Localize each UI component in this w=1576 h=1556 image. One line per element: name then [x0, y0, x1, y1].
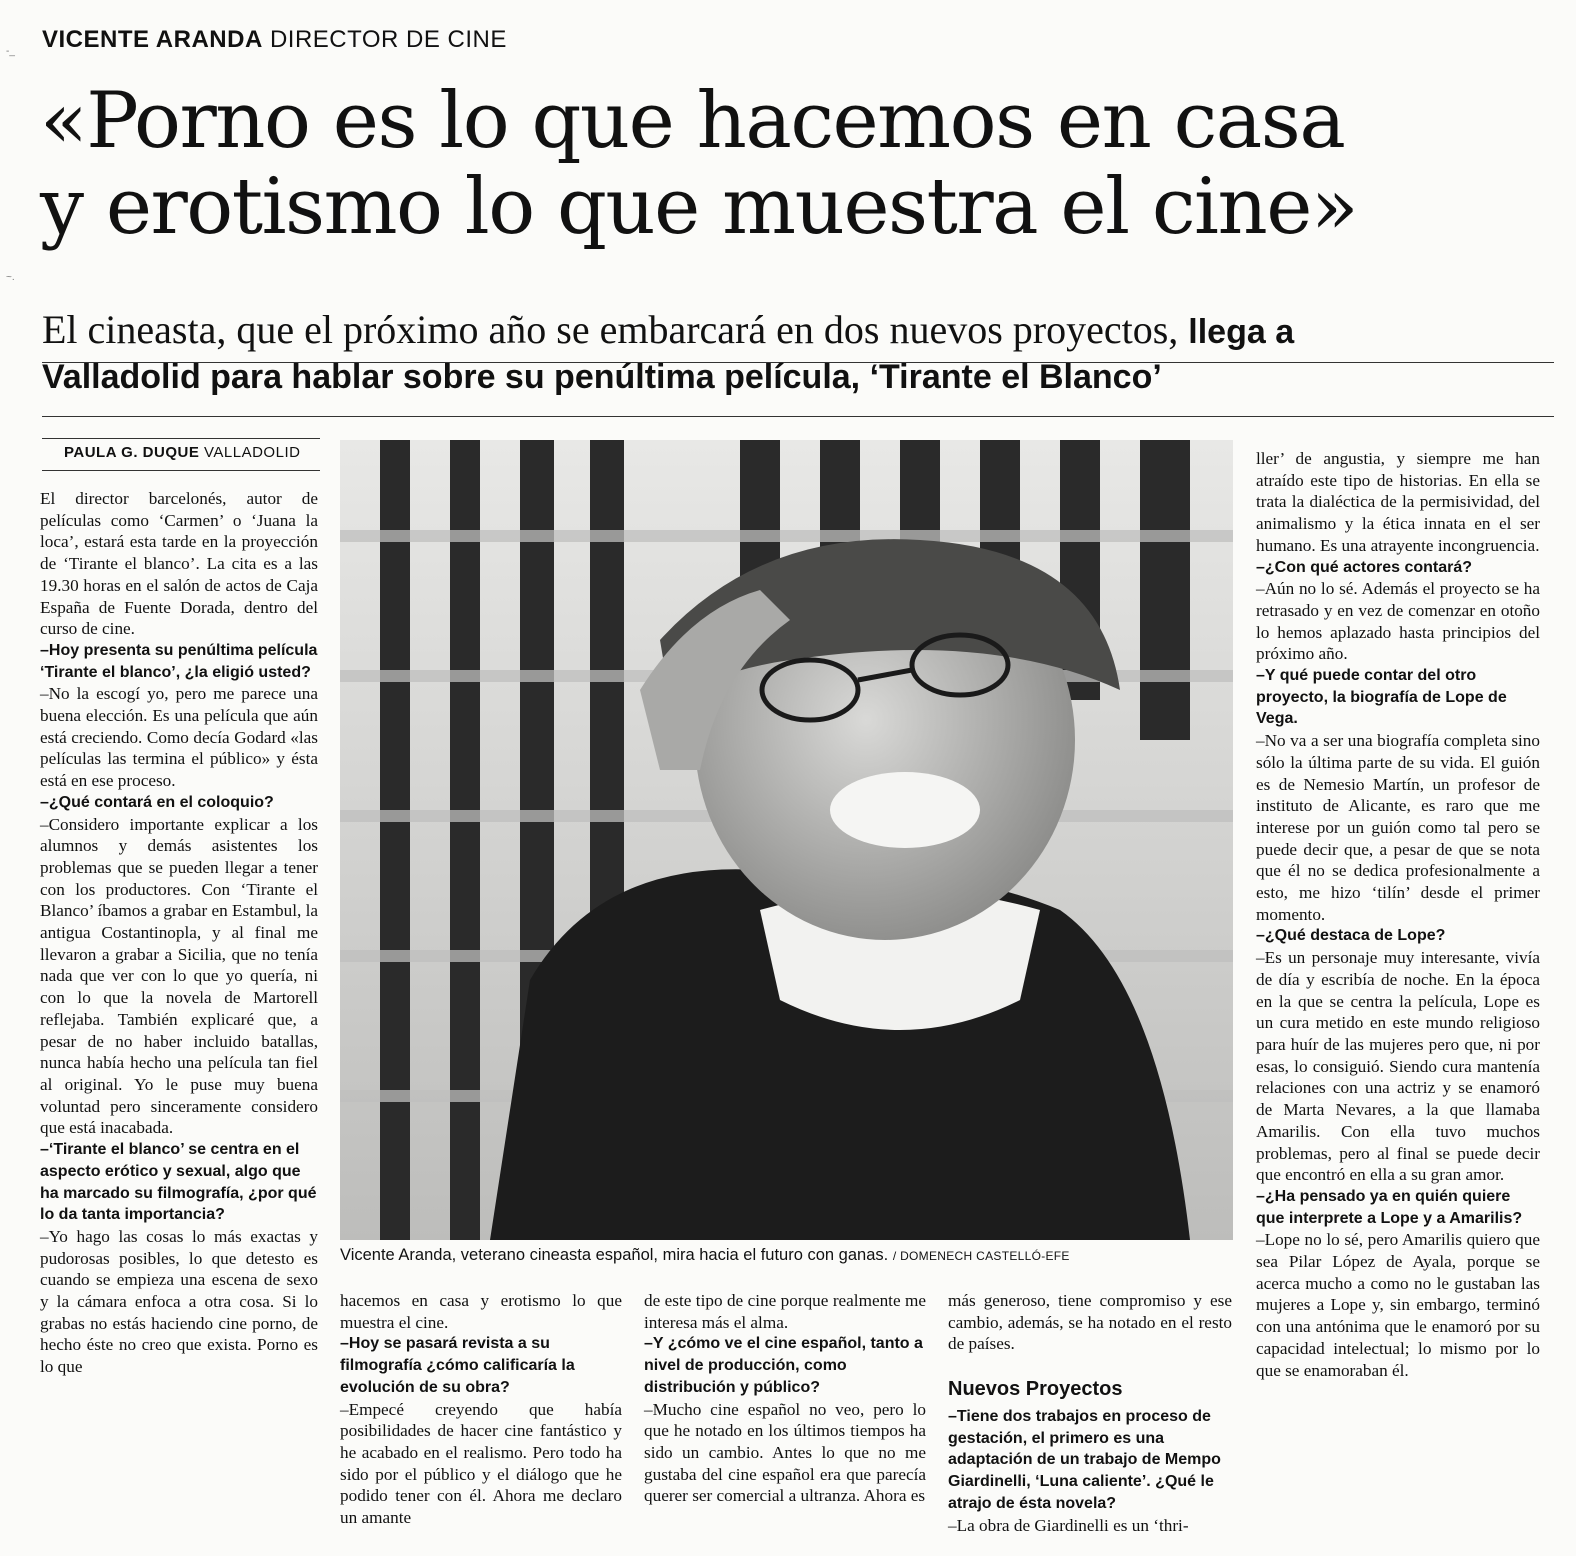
question-paragraph: –¿Qué destaca de Lope? [1256, 927, 1446, 945]
text-column-4-lower [948, 1406, 1232, 1536]
body-paragraph: –Aún no lo sé. Además el proyecto se ha retrasado y en vez de comenzar en otoño lo hemos aplazado hasta principios del próximo año. [1256, 579, 1540, 664]
body-paragraph: más generoso, tiene compromiso y ese cambio, además, se ha notado en el resto de países. [948, 1291, 1232, 1354]
body-paragraph: –Es un personaje muy interesante, vivía de día y escribía de noche. En la época en la que se centra la película, Lope es un cura metido en este mundo religioso para huír de las mujeres pero que, ni por esas, lo consiguió. Siendo cura mantenía relaciones con una actriz y se enamoró de Marta Nevares, a la que llamaba Amarilis. Con ella tuvo muchos problemas, pero al final se puede decir que encontró en ella a su gran amor. [1256, 948, 1540, 1185]
byline-rule-top [42, 438, 320, 439]
question-paragraph: –Hoy se pasará revista a su filmografía ¿cómo calificaría la evolución de su obra? [340, 1335, 575, 1396]
body-paragraph: –Yo hago las cosas lo más exactas y pudorosas posibles, lo que detesto es cuando se empieza una escena de sexo y la cámara enfoca a otra cosa. Si lo grabas no estás haciendo cine porno, de hecho éste no creo que exista. Porno es lo que [40, 1226, 318, 1377]
byline-rule-bottom [42, 470, 320, 471]
headline-line-1: «Porno es lo que hacemos en casa [40, 76, 1345, 166]
caption-text: Vicente Aranda, veterano cineasta español, mira hacia el futuro con ganas. [340, 1246, 889, 1264]
body-paragraph: –Lope no lo sé, pero Amarilis quiero que sea Pilar López de Ayala, porque se acerca mucho a como no le gustaban las mujeres a Lope y, sin embargo, terminó con una antónima que le enamoró por su capacidad intelectual; lo mismo por lo que se enamoraban él. [1256, 1230, 1540, 1380]
subhead-nuevos-proyectos: Nuevos Proyectos [948, 1378, 1123, 1400]
margin-mark: ~. [6, 272, 15, 283]
body-paragraph: –Considero importante explicar a los alumnos y demás asistentes los problemas que se pueden llegar a tener con los productores. Con ‘Tirante el Blanco’ íbamos a grabar en Estambul, la antigua Costantinopla, y al final me llevaron a grabar a Sicilia, que no tenía nada que ver con lo que yo quería, ni con lo que la novela de Martorell reflejaba. También explicaré que, a pesar de no haber incluido batallas, nunca había hecho una película tan fiel al original. Yo le puse muy buena voluntad pero sinceramente considero que está inacabada. [40, 814, 318, 1138]
body-paragraph: de este tipo de cine porque realmente me interesa más el alma. [644, 1291, 926, 1332]
headline [40, 78, 1540, 250]
photo-credit: / DOMENECH CASTELLÓ-EFE [892, 1249, 1070, 1263]
question-paragraph: –Hoy presenta su penúltima película ‘Tirante el blanco’, ¿la eligió usted? [40, 641, 318, 681]
body-paragraph: –No va a ser una biografía completa sino sólo la última parte de su vida. El guión es de Nemesio Martín, un profesor de instituto de Alicante, es raro que me interese por un guión como tal pero se puede decir que, a pesar de que se nota que él no se dedica profesionalmente a esto, me hizo ‘tilín’ desde el primer momento. [1256, 731, 1540, 924]
kicker-name: VICENTE ARANDA [42, 26, 263, 53]
photo-caption [340, 1246, 1070, 1265]
body-paragraph: –No la escogí yo, pero me parece una buena elección. Es una película que aún está creciendo. Como decía Godard «las películas las termina el público» y ésta está en ese proceso. [40, 684, 318, 791]
text-column-1 [40, 488, 318, 1378]
margin-mark: -_ [6, 46, 15, 57]
photo-illustration [340, 440, 1233, 1240]
byline [64, 444, 300, 461]
subtitle-bold: llega a [1188, 313, 1295, 351]
body-paragraph: –La obra de Giardinelli es un ‘thri- [948, 1515, 1189, 1535]
section-kicker [42, 26, 507, 54]
text-column-4 [948, 1290, 1232, 1355]
text-column-3 [644, 1290, 926, 1507]
question-paragraph: –¿Ha pensado ya en quién quiere que interprete a Lope y a Amarilis? [1256, 1187, 1523, 1227]
byline-author: PAULA G. DUQUE [64, 444, 200, 461]
body-paragraph: hacemos en casa y erotismo lo que muestra el cine. [340, 1291, 622, 1332]
body-paragraph: ller’ de angustia, y siempre me han atraído este tipo de historias. En ella se trata la dialéctica de la permisividad, del animalismo y la ética innata en el ser humano. Es una atrayente incongruencia. [1256, 449, 1540, 555]
byline-location: VALLADOLID [204, 444, 301, 461]
question-paragraph: –Tiene dos trabajos en proceso de gestación, el primero es una adaptación de un trabajo de Mempo Giardinelli, ‘Luna caliente’. ¿Qué le atrajo de ésta novela? [948, 1408, 1221, 1512]
question-paragraph: –‘Tirante el blanco’ se centra en el aspecto erótico y sexual, algo que ha marcado su filmografía, ¿por qué lo da tanta importancia? [40, 1141, 317, 1224]
headline-line-2: y erotismo lo que muestra el cine» [40, 162, 1358, 252]
kicker-role: DIRECTOR DE CINE [269, 26, 507, 53]
rule-bottom [42, 416, 1554, 417]
text-column-2 [340, 1290, 622, 1529]
question-paragraph: –¿Con qué actores contará? [1256, 558, 1473, 576]
body-paragraph: –Mucho cine español no veo, pero lo que he notado en los últimos tiempos ha sido un cambio. Antes lo que no me gustaba del cine español era que parecía querer ser comercial a ultranza. Ahora es [644, 1399, 926, 1506]
question-paragraph: –Y qué puede contar del otro proyecto, la biografía de Lope de Vega. [1256, 667, 1507, 728]
subtitle-normal: El cineasta, que el próximo año se embarcará en dos nuevos proyectos, [42, 307, 1179, 352]
question-paragraph: –¿Qué contará en el coloquio? [40, 793, 274, 811]
body-paragraph: –Empecé creyendo que había posibilidades de hacer cine fantástico y he acabado en el realismo. Pero todo ha sido por el público y el diálogo que he podido tener con él. Ahora me declaro un amante [340, 1399, 622, 1528]
subtitle-line-2: Valladolid para hablar sobre su penúltima película, ‘Tirante el Blanco’ [42, 358, 1162, 396]
question-paragraph: –Y ¿cómo ve el cine español, tanto a nivel de producción, como distribución y público? [644, 1335, 923, 1396]
text-column-5 [1256, 448, 1540, 1381]
body-paragraph: El director barcelonés, autor de películas como ‘Carmen’ o ‘Juana la loca’, estará esta tarde en la proyección de ‘Tirante el blanco’. La cita es a las 19.30 horas en el salón de actos de Caja España de Fuente Dorada, dentro del curso de cine. [40, 489, 318, 639]
photo-vicente-aranda [340, 440, 1233, 1240]
subtitle-line-1 [42, 306, 1294, 353]
